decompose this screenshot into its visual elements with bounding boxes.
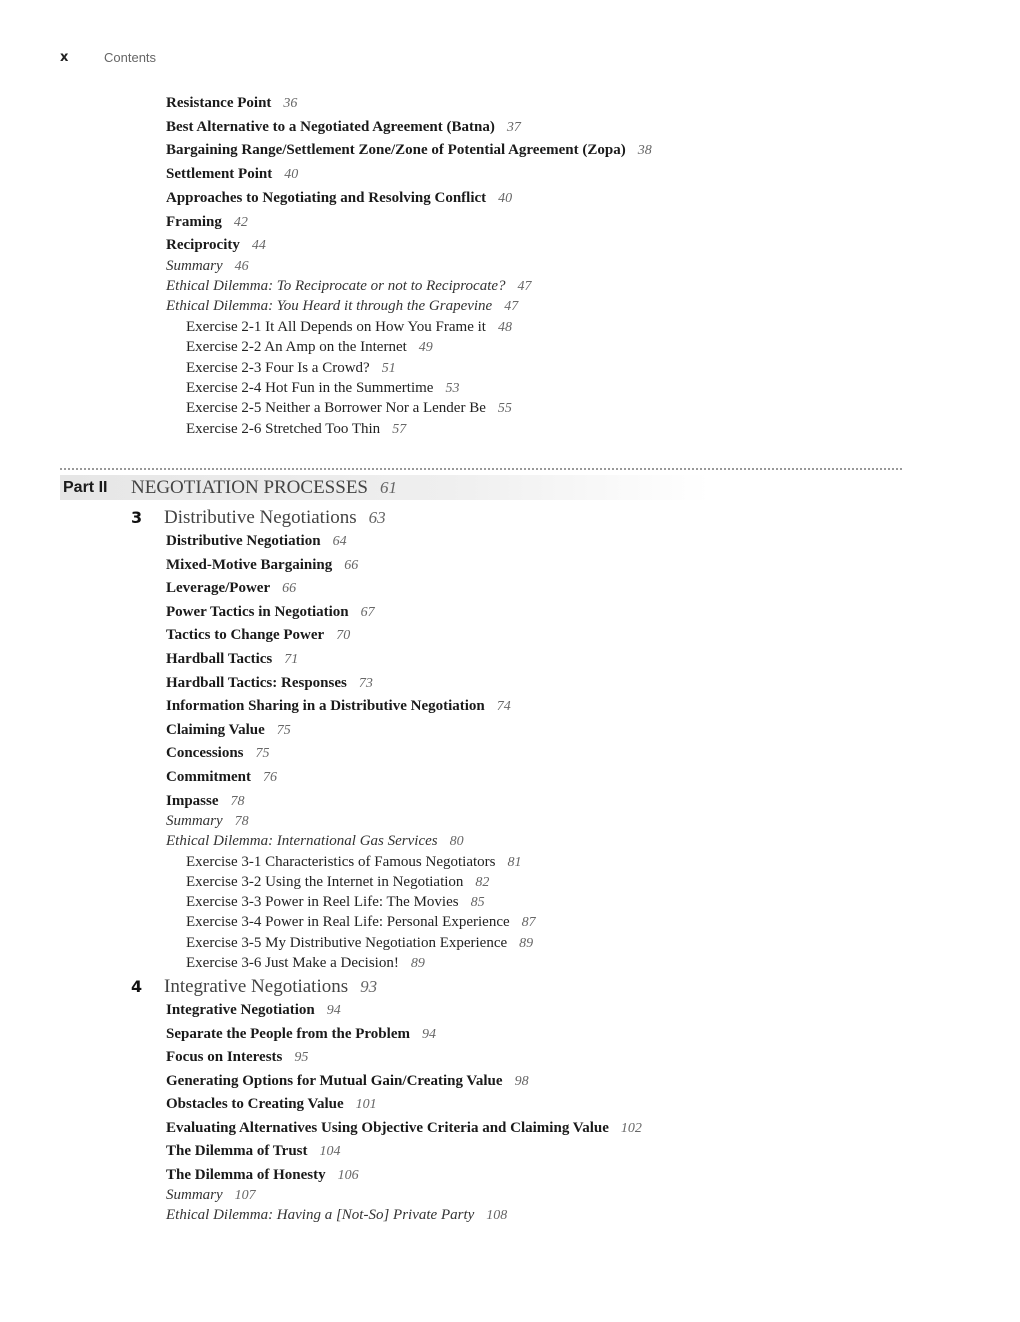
part-label: Part II: [63, 479, 108, 496]
toc-entry: [166, 1027, 436, 1042]
toc-entry-title: Obstacles to Creating Value: [166, 1096, 344, 1112]
toc-entry: [166, 1168, 359, 1183]
toc-entry-page: 36: [283, 96, 298, 111]
toc-entry-page: 73: [358, 675, 373, 691]
toc-entry: [166, 238, 266, 253]
toc-entry-title: Ethical Dilemma: Having a [Not-So] Private Party: [166, 1207, 475, 1224]
chapter-3-number: 3: [131, 508, 143, 527]
toc-entry: [166, 1097, 377, 1112]
toc-entry-title: Leverage/Power: [166, 580, 271, 597]
toc-entry-page: 108: [486, 1208, 508, 1224]
toc-entry-title: Bargaining Range/Settlement Zone/Zone of Potential Agreement (Zopa): [166, 142, 626, 159]
toc-entry: [166, 814, 249, 829]
toc-entry-title: Ethical Dilemma: To Reciprocate or not to Reciprocate?: [166, 278, 506, 294]
chapter-4-page-number: 93: [360, 977, 378, 996]
toc-entry-page: 82: [475, 874, 490, 890]
chapter-4-number: 4: [131, 977, 143, 996]
part-title-text: NEGOTIATION PROCESSES: [131, 477, 368, 498]
toc-entry: [166, 1003, 341, 1018]
chapter-3-title-text: Distributive Negotiations: [164, 507, 357, 528]
toc-entry-title: Exercise 2-5 Neither a Borrower Nor a Lender Be: [186, 400, 486, 417]
toc-entry-page: 106: [337, 1167, 359, 1183]
toc-entry-title: Integrative Negotiation: [166, 1002, 315, 1018]
toc-entry-title: Commitment: [166, 769, 251, 785]
toc-entry: [166, 96, 297, 111]
toc-entry-page: 66: [344, 557, 359, 573]
toc-entry: [166, 794, 245, 809]
toc-entry-page: 42: [233, 214, 248, 230]
toc-entry: [166, 215, 248, 230]
toc-entry-page: 47: [517, 279, 532, 294]
toc-entry-title: Exercise 3-6 Just Make a Decision!: [186, 955, 399, 971]
toc-entry-page: 40: [284, 167, 299, 183]
toc-entry-page: 37: [506, 119, 521, 135]
toc-entry-page: 104: [319, 1144, 341, 1159]
toc-entry: [166, 1121, 642, 1136]
toc-entry-page: 78: [230, 793, 245, 809]
toc-entry: [166, 1050, 308, 1065]
toc-entry-title: Exercise 3-1 Characteristics of Famous Negotiators: [186, 853, 496, 870]
toc-entry: [166, 699, 511, 714]
toc-entry: [166, 1188, 256, 1203]
toc-entry-page: 98: [514, 1073, 529, 1089]
toc-entry: [186, 875, 489, 890]
toc-entry: [166, 581, 296, 596]
toc-entry-title: Exercise 2-1 It All Depends on How You Frame it: [186, 318, 486, 335]
toc-entry-page: 67: [360, 604, 375, 620]
toc-entry: [166, 259, 249, 274]
toc-entry: [186, 320, 512, 335]
toc-entry-title: Mixed-Motive Bargaining: [166, 556, 333, 573]
toc-entry-title: Information Sharing in a Distributive Negotiation: [166, 698, 485, 715]
toc-entry-page: 64: [332, 534, 347, 549]
toc-entry-page: 48: [497, 319, 512, 335]
toc-entry-title: The Dilemma of Honesty: [166, 1166, 326, 1183]
toc-entry: [166, 143, 652, 158]
toc-entry: [166, 834, 464, 849]
toc-entry-page: 87: [521, 915, 536, 931]
toc-entry-title: Claiming Value: [166, 721, 265, 738]
toc-entry: [166, 299, 518, 314]
toc-entry-title: Exercise 3-2 Using the Internet in Negotiation: [186, 873, 464, 890]
page-number-marker: x: [60, 50, 69, 65]
toc-entry-page: 75: [255, 746, 270, 762]
toc-entry-title: Focus on Interests: [166, 1049, 283, 1065]
toc-entry-page: 40: [498, 190, 513, 206]
toc-entry-page: 46: [234, 258, 249, 274]
toc-entry-title: Reciprocity: [166, 237, 240, 254]
toc-entry: [186, 361, 396, 376]
toc-entry-page: 57: [392, 421, 407, 437]
toc-entry-page: 80: [449, 834, 464, 850]
toc-entry-title: Exercise 2-6 Stretched Too Thin: [186, 420, 381, 437]
toc-entry-title: Hardball Tactics: [166, 651, 273, 667]
toc-entry-page: 70: [336, 628, 351, 644]
toc-entry-title: Best Alternative to a Negotiated Agreement (Batna): [166, 118, 495, 135]
part-title: [131, 477, 397, 499]
toc-entry: [166, 723, 291, 738]
toc-entry-page: 101: [355, 1097, 377, 1112]
chapter-4-title: [164, 976, 377, 998]
toc-entry: [166, 746, 270, 761]
chapter-4-title-text: Integrative Negotiations: [164, 976, 349, 997]
toc-entry: [166, 676, 373, 691]
toc-entry-title: Tactics to Change Power: [166, 627, 325, 644]
chapter-3-title: [164, 507, 386, 529]
toc-entry-title: Ethical Dilemma: International Gas Services: [166, 833, 438, 850]
toc-entry-page: 55: [497, 401, 512, 417]
toc-entry-title: Approaches to Negotiating and Resolving Conflict: [166, 189, 487, 206]
toc-entry-title: Framing: [166, 213, 222, 230]
toc-entry-title: Settlement Point: [166, 166, 273, 183]
toc-entry-page: 49: [418, 340, 433, 356]
toc-entry-title: Exercise 2-2 An Amp on the Internet: [186, 339, 407, 356]
toc-entry-title: Power Tactics in Negotiation: [166, 603, 349, 620]
toc-entry-title: Exercise 3-3 Power in Reel Life: The Movies: [186, 894, 459, 911]
toc-entry-title: Concessions: [166, 745, 244, 762]
toc-entry: [166, 534, 347, 549]
toc-entry: [186, 915, 536, 930]
running-header: Contents: [104, 50, 157, 65]
toc-entry-page: 85: [470, 895, 485, 911]
toc-entry-title: Exercise 2-3 Four Is a Crowd?: [186, 359, 370, 376]
toc-entry: [166, 167, 298, 182]
chapter-3-page-number: 63: [368, 508, 386, 527]
toc-entry-page: 53: [445, 381, 460, 396]
toc-entry: [166, 1074, 529, 1089]
toc-entry-page: 78: [234, 813, 249, 829]
toc-entry-title: The Dilemma of Trust: [166, 1143, 308, 1159]
toc-entry: [186, 936, 533, 951]
part-divider: [60, 468, 902, 470]
toc-entry-page: 75: [276, 722, 291, 738]
toc-entry-title: Resistance Point: [166, 95, 272, 111]
toc-entry: [166, 1144, 341, 1159]
toc-entry-title: Impasse: [166, 792, 219, 809]
toc-entry-page: 66: [282, 581, 297, 597]
toc-entry-page: 38: [637, 143, 652, 159]
toc-entry-page: 89: [519, 935, 534, 951]
toc-entry-page: 95: [294, 1050, 309, 1065]
toc-entry-page: 81: [507, 854, 522, 870]
part-page-number: 61: [380, 478, 397, 497]
toc-entry-title: Exercise 2-4 Hot Fun in the Summertime: [186, 380, 434, 396]
toc-entry: [166, 558, 358, 573]
toc-entry-title: Distributive Negotiation: [166, 533, 321, 549]
toc-entry-title: Separate the People from the Problem: [166, 1025, 410, 1042]
toc-entry: [186, 956, 425, 971]
toc-entry: [186, 895, 485, 910]
toc-entry-title: Exercise 3-4 Power in Real Life: Personal Experience: [186, 914, 510, 931]
toc-entry-title: Evaluating Alternatives Using Objective Criteria and Claiming Value: [166, 1119, 609, 1136]
toc-entry-title: Summary: [166, 812, 223, 829]
toc-entry-title: Hardball Tactics: Responses: [166, 674, 347, 691]
toc-entry-title: Summary: [166, 1186, 223, 1203]
toc-entry: [186, 422, 406, 437]
toc-entry-page: 76: [262, 770, 277, 785]
toc-entry: [186, 340, 433, 355]
toc-entry-title: Generating Options for Mutual Gain/Creating Value: [166, 1072, 503, 1089]
toc-entry-page: 89: [410, 956, 425, 971]
toc-entry-page: 94: [421, 1026, 436, 1042]
toc-entry-page: 71: [284, 652, 299, 667]
toc-entry: [166, 628, 350, 643]
toc-entry-title: Ethical Dilemma: You Heard it through the Grapevine: [166, 298, 493, 315]
toc-entry: [186, 855, 522, 870]
toc-entry-page: 47: [504, 299, 519, 315]
toc-entry-page: 51: [381, 360, 396, 376]
toc-entry: [166, 1208, 507, 1223]
toc-entry-page: 94: [326, 1003, 341, 1018]
toc-entry: [186, 381, 459, 396]
toc-entry: [186, 401, 512, 416]
toc-entry: [166, 191, 512, 206]
toc-entry-page: 102: [620, 1120, 642, 1136]
toc-entry: [166, 279, 532, 294]
toc-entry: [166, 120, 521, 135]
toc-entry-page: 74: [496, 699, 511, 715]
toc-entry: [166, 652, 298, 667]
toc-entry-page: 44: [251, 238, 266, 254]
toc-entry-title: Exercise 3-5 My Distributive Negotiation Experience: [186, 934, 508, 951]
toc-entry-title: Summary: [166, 257, 223, 274]
toc-entry: [166, 770, 277, 785]
toc-entry-page: 107: [234, 1187, 256, 1203]
toc-entry: [166, 605, 375, 620]
